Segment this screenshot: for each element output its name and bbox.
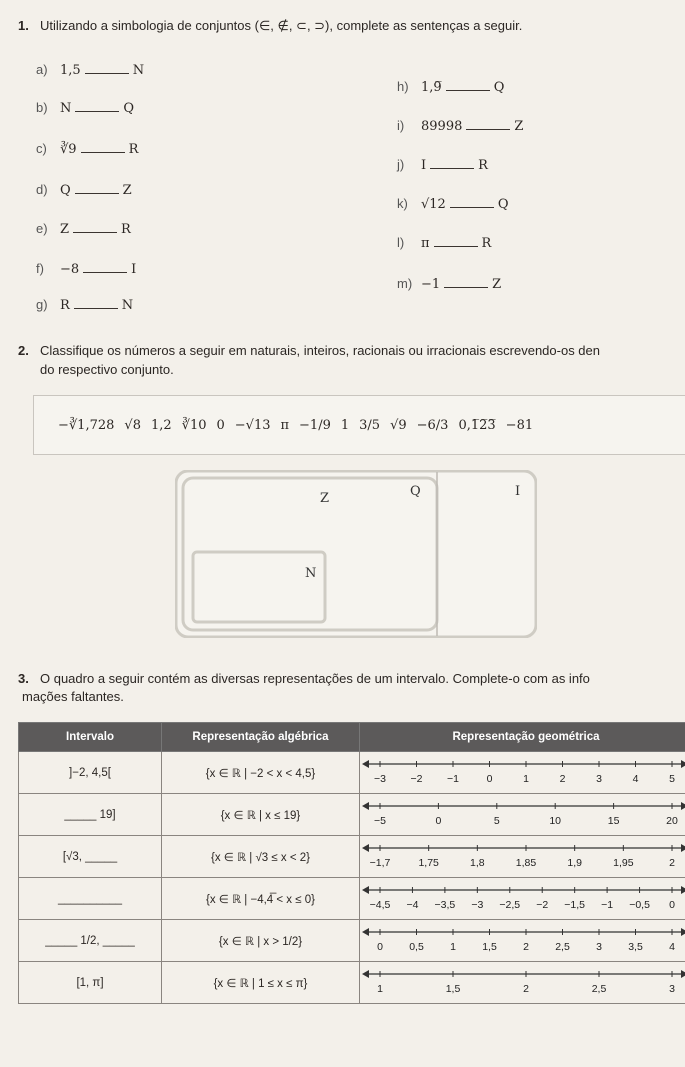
number-line-tick-label: 3 (669, 983, 675, 995)
q1-item-left-term: Q (60, 183, 71, 198)
number-line-tick-label: −4,5 (369, 899, 391, 911)
q2-number-list (58, 418, 543, 433)
q1-item-label: d) (36, 182, 48, 197)
number-line-tick-label: 1,8 (470, 857, 485, 869)
algebraic-cell[interactable]: {x ∈ ℝ | −2 < x < 4,5} (162, 752, 360, 794)
q1-item-left-term: 1,5 (60, 63, 81, 78)
header-geometric: Representação geométrica (360, 723, 685, 752)
q1-item-label: k) (397, 196, 408, 211)
q2-number-item: ∛10 (181, 418, 207, 433)
geometric-cell[interactable] (360, 920, 685, 962)
interval-cell[interactable]: _____ 19] (19, 794, 162, 836)
q2-number-item: −1/9 (299, 418, 331, 433)
number-line (360, 836, 685, 874)
number-line (360, 794, 685, 832)
q3-prompt-line1: O quadro a seguir contém as diversas representações de um intervalo. Complete-o com as info (40, 671, 590, 686)
number-line-tick-label: 1,5 (482, 941, 497, 953)
q2-number: 2. (18, 343, 29, 358)
q1-answer-blank[interactable] (81, 142, 125, 153)
q1-item-label: b) (36, 100, 48, 115)
number-line-tick-label: 3 (596, 941, 602, 953)
table-row (19, 920, 685, 962)
table-row (19, 878, 685, 920)
number-line-tick-label: 10 (549, 815, 562, 827)
q1-item-label: a) (36, 62, 48, 77)
number-line-tick-label: 2 (559, 773, 566, 785)
q1-answer-blank[interactable] (430, 158, 474, 169)
algebraic-cell[interactable]: {x ∈ ℝ | x > 1/2} (162, 920, 360, 962)
number-line (360, 962, 685, 1000)
q1-item-right-term: N (121, 298, 134, 313)
table-row (19, 794, 685, 836)
i-label: I (515, 484, 521, 499)
algebraic-cell[interactable]: {x ∈ ℝ | √3 ≤ x < 2} (162, 836, 360, 878)
number-line-tick-label: 1,85 (515, 857, 537, 869)
arrow-right-icon (681, 802, 685, 810)
q1-item-right-term: R (481, 236, 492, 251)
geometric-cell[interactable] (360, 794, 685, 836)
q1-item-right-term: R (128, 142, 139, 157)
geometric-cell[interactable] (360, 836, 685, 878)
q2-number-item: π (280, 418, 290, 433)
interval-cell[interactable]: ]−2, 4,5[ (19, 752, 162, 794)
interval-cell[interactable]: [1, π] (19, 962, 162, 1004)
q3-number: 3. (18, 671, 29, 686)
q1-item-right-term: Q (493, 80, 505, 95)
q1-item-left-term: √12 (421, 197, 446, 212)
q1-item (36, 62, 144, 78)
arrow-right-icon (681, 760, 685, 768)
q1-item-right-term: R (478, 158, 488, 173)
q2-number-item: −∛1,728 (58, 418, 115, 433)
arrow-left-icon (362, 970, 369, 978)
q1-item (36, 182, 132, 198)
arrow-left-icon (362, 928, 369, 936)
arrow-right-icon (681, 844, 685, 852)
q1-answer-blank[interactable] (85, 63, 129, 74)
number-line-tick-label: −1 (447, 773, 459, 785)
q2-number-item: 0 (216, 418, 225, 433)
q1-answer-blank[interactable] (74, 298, 118, 309)
q1-number: 1. (18, 18, 29, 33)
q1-item (397, 235, 491, 251)
q1-item-label: m) (397, 276, 413, 291)
q1-answer-blank[interactable] (83, 262, 127, 273)
interval-cell[interactable]: _____ 1/2, _____ (19, 920, 162, 962)
q-set-region (176, 471, 536, 637)
q1-item-right-term: R (121, 222, 131, 237)
geometric-cell[interactable] (360, 878, 685, 920)
number-line-tick-label: 3 (596, 773, 602, 785)
q1-item (36, 221, 131, 237)
number-line-tick-label: 1,75 (418, 857, 439, 869)
number-line-tick-label: −3 (374, 773, 386, 785)
geometric-cell[interactable] (360, 752, 685, 794)
number-line-tick-label: 4 (669, 941, 675, 953)
number-line-tick-label: 2,5 (591, 983, 607, 995)
q1-item-left-term: I (421, 158, 427, 173)
q1-item-left-term: −1 (421, 277, 441, 292)
number-line-tick-label: 0 (435, 815, 442, 827)
interval-cell[interactable]: [√3, _____ (19, 836, 162, 878)
geometric-cell[interactable] (360, 962, 685, 1004)
number-line-tick-label: 2 (523, 983, 529, 995)
table-row (19, 962, 685, 1004)
q2-number-item: −81 (505, 418, 534, 433)
number-line-tick-label: −2,5 (499, 899, 521, 911)
q2-number-item: √9 (390, 418, 407, 433)
q1-answer-blank[interactable] (434, 236, 478, 247)
q1-item-left-term: 89998 (421, 119, 463, 134)
q1-item-label: c) (36, 141, 47, 156)
q1-answer-blank[interactable] (444, 277, 488, 288)
q1-item (36, 141, 138, 157)
n-label: N (305, 566, 317, 581)
number-line-tick-label: −1,7 (369, 857, 391, 869)
q2-number-item: 1 (340, 418, 350, 433)
q1-item (36, 261, 136, 277)
number-line-tick-label: 2,5 (555, 941, 570, 953)
number-line-tick-label: 1,9 (567, 857, 582, 869)
number-line-tick-label: 1,95 (613, 857, 634, 869)
arrow-left-icon (362, 886, 369, 894)
q1-item-left-term: π (421, 236, 430, 251)
arrow-right-icon (681, 886, 685, 894)
q1-item-label: l) (397, 235, 405, 250)
q1-answer-blank[interactable] (73, 222, 117, 233)
q1-item-left-term: 1,9̅ (421, 80, 442, 95)
q1-item-label: j) (397, 157, 405, 172)
interval-cell[interactable]: __________ (19, 878, 162, 920)
q1-prompt: Utilizando a simbologia de conjuntos (∈, ∉, ⊂, ⊃), complete as sentenças a seguir. (40, 18, 523, 33)
q1-item-right-term: Q (123, 101, 135, 116)
number-line-tick-label: 5 (669, 773, 675, 785)
q1-item-right-term: N (132, 63, 145, 78)
q1-item-right-term: Z (514, 119, 524, 134)
q2-prompt-line2: do respectivo conjunto. (40, 362, 174, 377)
interval-table (18, 722, 685, 1004)
q2-number-item: −6/3 (416, 418, 449, 433)
q1-item-label: i) (397, 118, 405, 133)
q1-item (397, 196, 509, 212)
q2-number-item: 0,1̅2̅3̅ (458, 418, 496, 433)
number-line-tick-label: 1 (523, 773, 529, 785)
number-line-tick-label: 5 (493, 815, 500, 827)
number-line-tick-label: −2 (410, 773, 423, 785)
q1-answer-blank[interactable] (75, 183, 119, 194)
q1-item-right-term: Z (122, 183, 132, 198)
q2-number-item: 1,2 (150, 418, 172, 433)
q2-number-item: 3/5 (359, 418, 381, 433)
number-line-tick-label: −1,5 (564, 899, 586, 911)
q1-item-left-term: −8 (60, 262, 80, 277)
q1-item-left-term: N (60, 101, 72, 116)
q2-number-item: √8 (124, 418, 141, 433)
number-line-tick-label: −5 (374, 815, 386, 827)
q1-item (397, 79, 504, 95)
number-line-tick-label: 1 (377, 983, 383, 995)
q1-item-label: e) (36, 221, 48, 236)
q1-item-right-term: Q (497, 197, 509, 212)
number-line-tick-label: 0 (486, 773, 493, 785)
arrow-left-icon (362, 802, 369, 810)
algebraic-cell[interactable]: {x ∈ ℝ | −4,4̅ < x ≤ 0} (162, 878, 360, 920)
q1-item-left-term: Z (60, 222, 70, 237)
q1-item (36, 100, 134, 116)
arrow-right-icon (681, 970, 685, 978)
q1-answer-blank[interactable] (75, 101, 119, 112)
algebraic-cell[interactable]: {x ∈ ℝ | x ≤ 19} (162, 794, 360, 836)
q1-answer-blank[interactable] (450, 197, 494, 208)
q1-item-label: g) (36, 297, 48, 312)
q1-item-right-term: Z (492, 277, 502, 292)
header-algebraic: Representação algébrica (162, 723, 360, 752)
q1-item (397, 276, 501, 292)
number-line-tick-label: 3,5 (628, 941, 643, 953)
number-line-tick-label: −4 (406, 899, 419, 911)
arrow-left-icon (362, 844, 369, 852)
q2-number-item: −√13 (234, 418, 271, 433)
number-line-tick-label: −2 (536, 899, 549, 911)
q1-item (397, 157, 488, 173)
number-line-tick-label: −0,5 (629, 899, 650, 911)
header-interval: Intervalo (19, 723, 162, 752)
number-line-tick-label: 1,5 (445, 983, 461, 995)
number-line-tick-label: −1 (601, 899, 614, 911)
number-line (360, 752, 685, 790)
number-line-tick-label: 0,5 (409, 941, 424, 953)
arrow-right-icon (681, 928, 685, 936)
number-line (360, 878, 685, 916)
q1-item (397, 118, 523, 134)
number-line (360, 920, 685, 958)
number-line-tick-label: 2 (523, 941, 529, 953)
sets-diagram (175, 470, 537, 638)
q1-item-left-term: ∛9 (60, 142, 77, 157)
number-line-tick-label: 15 (607, 815, 620, 827)
algebraic-cell[interactable]: {x ∈ ℝ | 1 ≤ x ≤ π} (162, 962, 360, 1004)
number-line-tick-label: 2 (669, 857, 675, 869)
q3-prompt-line2: mações faltantes. (22, 689, 124, 704)
q1-item-right-term: I (131, 262, 137, 277)
q1-item-label: h) (397, 79, 409, 94)
arrow-left-icon (362, 760, 369, 768)
q1-answer-blank[interactable] (466, 119, 510, 130)
number-line-tick-label: 1 (450, 941, 456, 953)
z-label: Z (320, 491, 330, 506)
table-row (19, 752, 685, 794)
number-line-tick-label: −3 (471, 899, 484, 911)
number-line-tick-label: 20 (666, 815, 678, 827)
q1-answer-blank[interactable] (446, 80, 490, 91)
number-line-tick-label: 0 (669, 899, 675, 911)
q1-item-left-term: R (60, 298, 70, 313)
number-line-tick-label: 4 (632, 773, 639, 785)
q1-item-label: f) (36, 261, 44, 276)
table-row (19, 836, 685, 878)
number-line-tick-label: −3,5 (434, 899, 456, 911)
number-line-tick-label: 0 (377, 941, 383, 953)
q1-item (36, 297, 133, 313)
q-label: Q (410, 484, 421, 499)
q2-prompt-line1: Classifique os números a seguir em naturais, inteiros, racionais ou irracionais escrevendo-os den (40, 343, 600, 358)
